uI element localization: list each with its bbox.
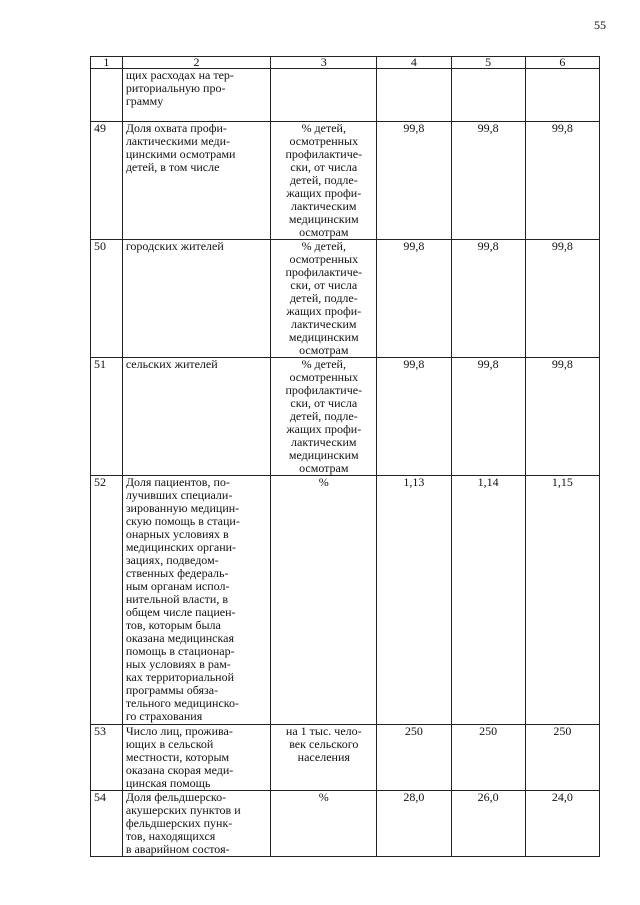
indicator-name-text: сельских жителей	[125, 357, 218, 371]
row-number: 50	[91, 240, 123, 358]
unit-text: на 1 тыс. чело- век сельского населения	[285, 724, 362, 764]
value-year-3: 99,8	[525, 240, 599, 358]
unit-cell	[271, 725, 377, 791]
indicator-name	[122, 476, 270, 725]
value-year-3: 99,8	[525, 122, 599, 240]
indicator-name-text: городских жителей	[125, 239, 224, 253]
table-row	[91, 476, 600, 725]
unit-text: %	[318, 475, 329, 489]
indicator-name	[122, 240, 270, 358]
indicator-name-text: Число лиц, прожива- ющих в сельской местности, которым оказана скорая меди- цинская помощь	[125, 724, 234, 790]
value-year-1: 28,0	[377, 791, 451, 857]
value-year-2: 99,8	[451, 358, 525, 476]
unit-text: % детей, осмотренных профилактиче- ски, от числа детей, подле- жащих профи- лактическим медицинским осмотрам	[285, 357, 363, 475]
row-number: 52	[91, 476, 123, 725]
value-year-2	[451, 69, 525, 122]
table-header-row	[91, 57, 600, 69]
table-row	[91, 240, 600, 358]
value-year-1: 250	[377, 725, 451, 791]
value-year-3: 250	[525, 725, 599, 791]
value-year-3: 1,15	[525, 476, 599, 725]
value-year-1	[377, 69, 451, 122]
unit-cell	[271, 476, 377, 725]
indicator-name-text: Доля фельдшерско- акушерских пунктов и фельдшерских пунк- тов, находящихся в аварийном состоя-	[125, 790, 241, 856]
value-year-2: 99,8	[451, 122, 525, 240]
value-year-3: 24,0	[525, 791, 599, 857]
value-year-1: 1,13	[377, 476, 451, 725]
column-header: 6	[525, 57, 599, 69]
value-year-3: 99,8	[525, 358, 599, 476]
row-number	[91, 69, 123, 122]
unit-text: % детей, осмотренных профилактиче- ски, от числа детей, подле- жащих профи- лактическим медицинским осмотрам	[285, 121, 363, 239]
unit-cell	[271, 791, 377, 857]
unit-text: %	[318, 790, 329, 804]
row-number: 51	[91, 358, 123, 476]
row-number: 54	[91, 791, 123, 857]
row-number: 53	[91, 725, 123, 791]
indicator-name-text: Доля охвата профи- лактическими меди- цинскими осмотрами детей, в том числе	[125, 121, 236, 174]
indicator-table	[90, 56, 600, 857]
column-header: 1	[91, 57, 123, 69]
column-header: 5	[451, 57, 525, 69]
unit-cell	[271, 358, 377, 476]
column-header: 2	[122, 57, 270, 69]
value-year-2: 26,0	[451, 791, 525, 857]
table-row	[91, 69, 600, 122]
unit-cell	[271, 240, 377, 358]
unit-cell	[271, 122, 377, 240]
value-year-1: 99,8	[377, 122, 451, 240]
value-year-2: 1,14	[451, 476, 525, 725]
indicator-name	[122, 725, 270, 791]
indicator-name-text: щих расходах на тер- риториальную про- грамму	[125, 68, 234, 108]
indicator-name	[122, 791, 270, 857]
unit-text: % детей, осмотренных профилактиче- ски, от числа детей, подле- жащих профи- лактическим медицинским осмотрам	[285, 239, 363, 357]
indicator-name	[122, 122, 270, 240]
value-year-1: 99,8	[377, 358, 451, 476]
value-year-2: 250	[451, 725, 525, 791]
table-row	[91, 791, 600, 857]
table-row	[91, 122, 600, 240]
value-year-2: 99,8	[451, 240, 525, 358]
value-year-3	[525, 69, 599, 122]
indicator-name-text: Доля пациентов, по- лучивших специали- зированную медицин- скую помощь в стаци- онарных условиях в медицинских органи- зациях, подведом- ственных федераль- ным органам испол- нительной власти, в общем числе пациен- тов, которым была оказана медицинская помощь в стационар- ных условиях в рам- ках территориальной программы обяза- тельного медицинско- го страхования	[125, 475, 240, 723]
value-year-1: 99,8	[377, 240, 451, 358]
table-row	[91, 358, 600, 476]
column-header: 3	[271, 57, 377, 69]
row-number: 49	[91, 122, 123, 240]
unit-cell	[271, 69, 377, 122]
table-row	[91, 725, 600, 791]
column-header: 4	[377, 57, 451, 69]
indicator-name	[122, 358, 270, 476]
page-number: 55	[594, 18, 606, 32]
indicator-name	[122, 69, 270, 122]
